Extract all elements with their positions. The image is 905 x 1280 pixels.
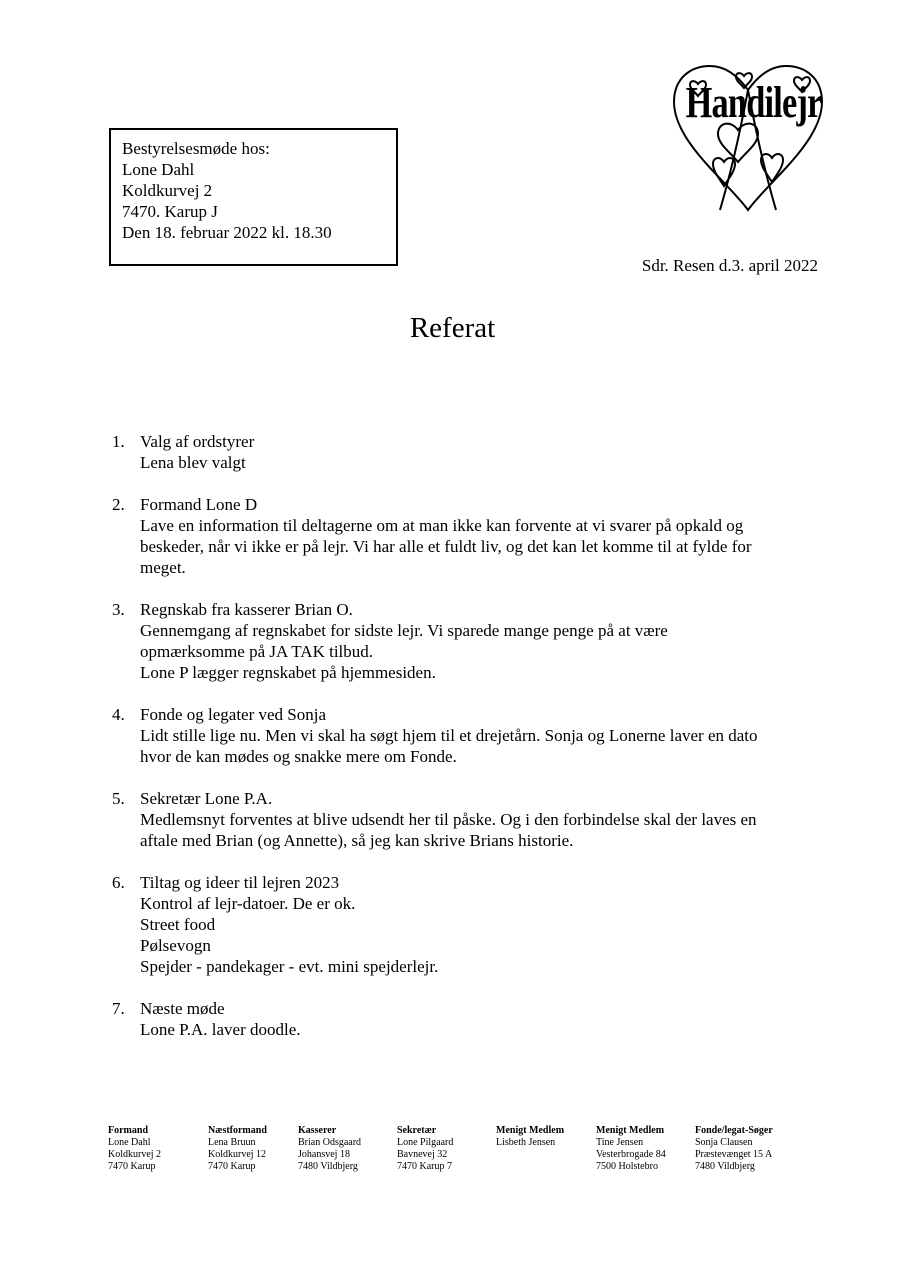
meeting-info-box: [109, 128, 398, 266]
meeting-city: 7470. Karup J: [122, 202, 218, 221]
member-name: Sonja Clausen: [695, 1137, 753, 1148]
footer-member: [695, 1125, 773, 1173]
member-address: Koldkurvej 12: [208, 1149, 267, 1160]
logo-text: Handilejr: [685, 78, 822, 127]
item-text: Lidt stille lige nu. Men vi skal ha søgt hjem til et drejetårn. Sonja og Lonerne laver en dato: [140, 726, 758, 745]
member-name: Lone Dahl: [108, 1137, 151, 1148]
member-role: Formand: [108, 1125, 148, 1136]
member-address: Præstevænget 15 A: [695, 1149, 773, 1160]
member-role: Næstformand: [208, 1125, 267, 1136]
item-text: Street food: [140, 915, 216, 934]
item-text: hvor de kan mødes og snakke mere om Fonde.: [140, 747, 457, 766]
member-role: Sekretær: [397, 1125, 437, 1136]
item-text: Lena blev valgt: [140, 453, 246, 472]
item-text: Pølsevogn: [140, 936, 211, 955]
agenda-item: [112, 704, 812, 767]
member-address: Johansvej 18: [298, 1149, 350, 1160]
item-text: beskeder, når vi ikke er på lejr. Vi har alle et fuldt liv, og det kan let komme til at fylde for: [140, 537, 752, 556]
member-city: 7470 Karup: [208, 1161, 256, 1172]
agenda-item: [112, 872, 812, 977]
footer-member: [298, 1125, 361, 1173]
item-heading: Formand Lone D: [140, 495, 258, 514]
item-heading: Sekretær Lone P.A.: [140, 789, 273, 808]
item-text: opmærksomme på JA TAK tilbud.: [140, 642, 374, 661]
handilejr-logo: [668, 62, 828, 214]
member-city: 7480 Vildbjerg: [695, 1161, 755, 1172]
member-role: Fonde/legat-Søger: [695, 1125, 773, 1136]
item-text: meget.: [140, 558, 186, 577]
agenda-item: [112, 788, 812, 851]
agenda-item: [112, 431, 812, 473]
footer-member: [108, 1125, 161, 1173]
member-address: Vesterbrogade 84: [596, 1149, 666, 1160]
member-address: Koldkurvej 2: [108, 1149, 162, 1160]
item-heading: Regnskab fra kasserer Brian O.: [140, 600, 353, 619]
agenda-item: [112, 494, 812, 578]
member-name: Brian Odsgaard: [298, 1137, 362, 1148]
member-city: 7470 Karup: [108, 1161, 156, 1172]
meeting-address: Koldkurvej 2: [122, 181, 213, 200]
meeting-host: Lone Dahl: [122, 160, 195, 179]
member-name: Tine Jensen: [596, 1137, 644, 1148]
item-heading: Valg af ordstyrer: [140, 432, 255, 451]
member-role: Menigt Medlem: [496, 1125, 565, 1136]
item-text: Kontrol af lejr-datoer. De er ok.: [140, 894, 356, 913]
agenda-item: [112, 998, 812, 1040]
agenda-list: [112, 431, 812, 1061]
item-heading: Tiltag og ideer til lejren 2023: [140, 873, 340, 892]
member-city: 7480 Vildbjerg: [298, 1161, 358, 1172]
page-title: Referat: [409, 312, 496, 344]
item-number: 1.: [112, 432, 125, 451]
footer-member: [496, 1125, 564, 1149]
meeting-datetime: Den 18. februar 2022 kl. 18.30: [122, 223, 332, 242]
item-number: 2.: [112, 495, 125, 514]
member-city: 7500 Holstebro: [596, 1161, 658, 1172]
item-text: Lave en information til deltagerne om at man ikke kan forvente at vi svarer på opkald og: [140, 516, 744, 535]
item-text: Spejder - pandekager - evt. mini spejderlejr.: [140, 957, 439, 976]
member-city: 7470 Karup 7: [397, 1161, 452, 1172]
member-role: Kasserer: [298, 1125, 337, 1136]
footer-member: [397, 1125, 453, 1173]
member-name: Lena Bruun: [208, 1137, 256, 1148]
item-number: 3.: [112, 600, 125, 619]
item-text: Lone P lægger regnskabet på hjemmesiden.: [140, 663, 436, 682]
item-text: Medlemsnyt forventes at blive udsendt her til påske. Og i den forbindelse skal der laves en: [140, 810, 757, 829]
member-address: Bavnevej 32: [397, 1149, 448, 1160]
agenda-item: [112, 599, 812, 683]
member-name: Lone Pilgaard: [397, 1137, 454, 1148]
footer-member: [208, 1125, 267, 1173]
item-number: 7.: [112, 999, 125, 1018]
member-name: Lisbeth Jensen: [496, 1137, 556, 1148]
item-text: Gennemgang af regnskabet for sidste lejr. Vi sparede mange penge på at være: [140, 621, 668, 640]
item-text: aftale med Brian (og Annette), så jeg kan skrive Brians historie.: [140, 831, 574, 850]
meeting-line: Bestyrelsesmøde hos:: [122, 139, 270, 158]
item-number: 4.: [112, 705, 125, 724]
footer-member: [596, 1125, 666, 1173]
item-number: 5.: [112, 789, 125, 808]
item-heading: Fonde og legater ved Sonja: [140, 705, 327, 724]
item-heading: Næste møde: [140, 999, 225, 1018]
document-date: Sdr. Resen d.3. april 2022: [641, 256, 818, 275]
member-role: Menigt Medlem: [596, 1125, 665, 1136]
item-number: 6.: [112, 873, 125, 892]
item-text: Lone P.A. laver doodle.: [140, 1020, 301, 1039]
